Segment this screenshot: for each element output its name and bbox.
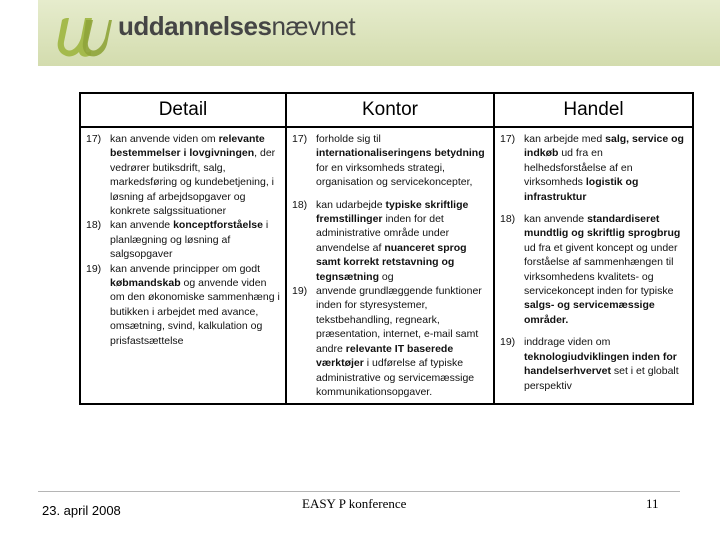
text-run: kan arbejde med [524, 133, 606, 145]
list-item [292, 132, 488, 190]
list-item-number: 19) [292, 285, 308, 298]
emphasized-text: relevante bestemmelser i lovgivningen [110, 133, 265, 160]
comparison-table [79, 92, 694, 405]
text-run: kan anvende [110, 219, 174, 232]
text-run: anvende grundlæggende funktioner inden for styresystemer, tekstbehandling, regneark, præsentation, internet, e-mail samt andre [316, 285, 482, 355]
column-header-detail: Detail [80, 93, 286, 127]
list-item-text [110, 262, 280, 348]
uddannelsesnaevnet-logo-icon [56, 12, 112, 58]
list-item-text [316, 132, 488, 190]
list-item-text [524, 132, 687, 204]
list-item-number: 18) [292, 198, 308, 211]
text-run: for en virksomheds strategi, organisation og servicekoncepter, [316, 161, 473, 189]
footer-divider [38, 491, 680, 492]
list-item-text [316, 198, 488, 284]
list-item-number: 18) [86, 219, 102, 232]
text-run: ud fra et givent koncept og under forståelse af sammenhængen til virksomhedens kvalitets- og servicekoncept inden for typiske [524, 241, 678, 298]
text-run: kan anvende viden om [110, 133, 219, 145]
emphasized-text: standardiseret mundtlig og skriftlig sprogbrug [524, 213, 681, 240]
text-run: set i et globalt perspektiv [524, 365, 679, 392]
logo-wordmark [118, 11, 355, 42]
column-header-kontor: Kontor [286, 93, 494, 127]
text-run: og [379, 270, 394, 283]
list-item [86, 132, 280, 218]
list-item-text [110, 132, 280, 218]
text-run: kan anvende principper om godt [110, 262, 261, 275]
list-item-text [524, 335, 687, 393]
list-item-number: 17) [500, 133, 516, 145]
footer-date: 23. april 2008 [42, 503, 121, 518]
kontor-cell [286, 127, 494, 404]
emphasized-text: nuanceret sprog samt korrekt retstavning og tegnsætning [316, 241, 467, 283]
emphasized-text: relevante IT baserede værktøjer [316, 342, 454, 370]
list-item [86, 262, 280, 348]
list-item-text [110, 218, 280, 261]
emphasized-text: typiske skriftlige fremstillinger [316, 198, 469, 226]
list-item-number: 18) [500, 213, 516, 226]
text-run: i planlægning og løsning af salgsopgaver [110, 219, 269, 261]
list-item [500, 132, 687, 204]
text-run: , der vedrører butiksdrift, salg, markedsføring og kundebetjening, i løsning af arbejdsopgaver og konkrete salgssituationer [110, 147, 276, 218]
text-run: og anvende viden om den økonomiske sammenhæng i butikken i arbejdet med avance, omsætning, svind, kalkulation og prisfastsættelse [110, 277, 280, 347]
emphasized-text: teknologiudviklingen inden for handelserhvervet [524, 350, 677, 378]
list-item-number: 17) [86, 133, 102, 145]
page-number: 11 [646, 496, 659, 511]
list-item-number: 19) [500, 336, 516, 349]
emphasized-text: internationaliseringens betydning [316, 147, 485, 160]
emphasized-text: logistik og infrastruktur [524, 176, 639, 203]
footer-title: EASY P konference [302, 496, 407, 511]
list-item [500, 335, 687, 393]
emphasized-text: konceptforståelse [173, 219, 263, 232]
list-item [86, 218, 280, 261]
list-item [292, 198, 488, 284]
emphasized-text: købmandskab [110, 277, 181, 290]
text-run: kan udarbejde [316, 198, 386, 211]
text-run: i udførelse af typiske administrative og servicemæssige kommunikationsopgaver. [316, 357, 475, 398]
text-run: inden for det administrative område under anvendelse af [316, 213, 450, 254]
list-item-number: 17) [292, 133, 308, 145]
emphasized-text: salgs- og servicemæssige områder. [524, 299, 655, 326]
list-item [292, 284, 488, 399]
header-banner [38, 0, 720, 66]
detail-cell [80, 127, 286, 404]
list-item-number: 19) [86, 262, 102, 275]
column-header-handel: Handel [494, 93, 693, 127]
text-run: inddrage viden om [524, 336, 611, 349]
list-item-text [316, 284, 488, 399]
text-run: forholde sig til [316, 133, 381, 145]
list-item [500, 212, 687, 327]
table-row [80, 127, 693, 404]
logo-wordmark-light: nævnet [271, 11, 356, 41]
text-run: kan anvende [524, 213, 588, 226]
logo-wordmark-bold: uddannelses [118, 11, 272, 41]
list-item-text [524, 212, 687, 327]
table-header-row [80, 93, 693, 127]
text-run: ud fra en helhedsforståelse af en virksomheds [524, 147, 633, 189]
handel-cell [494, 127, 693, 404]
emphasized-text: salg, service og indkøb [524, 133, 684, 160]
